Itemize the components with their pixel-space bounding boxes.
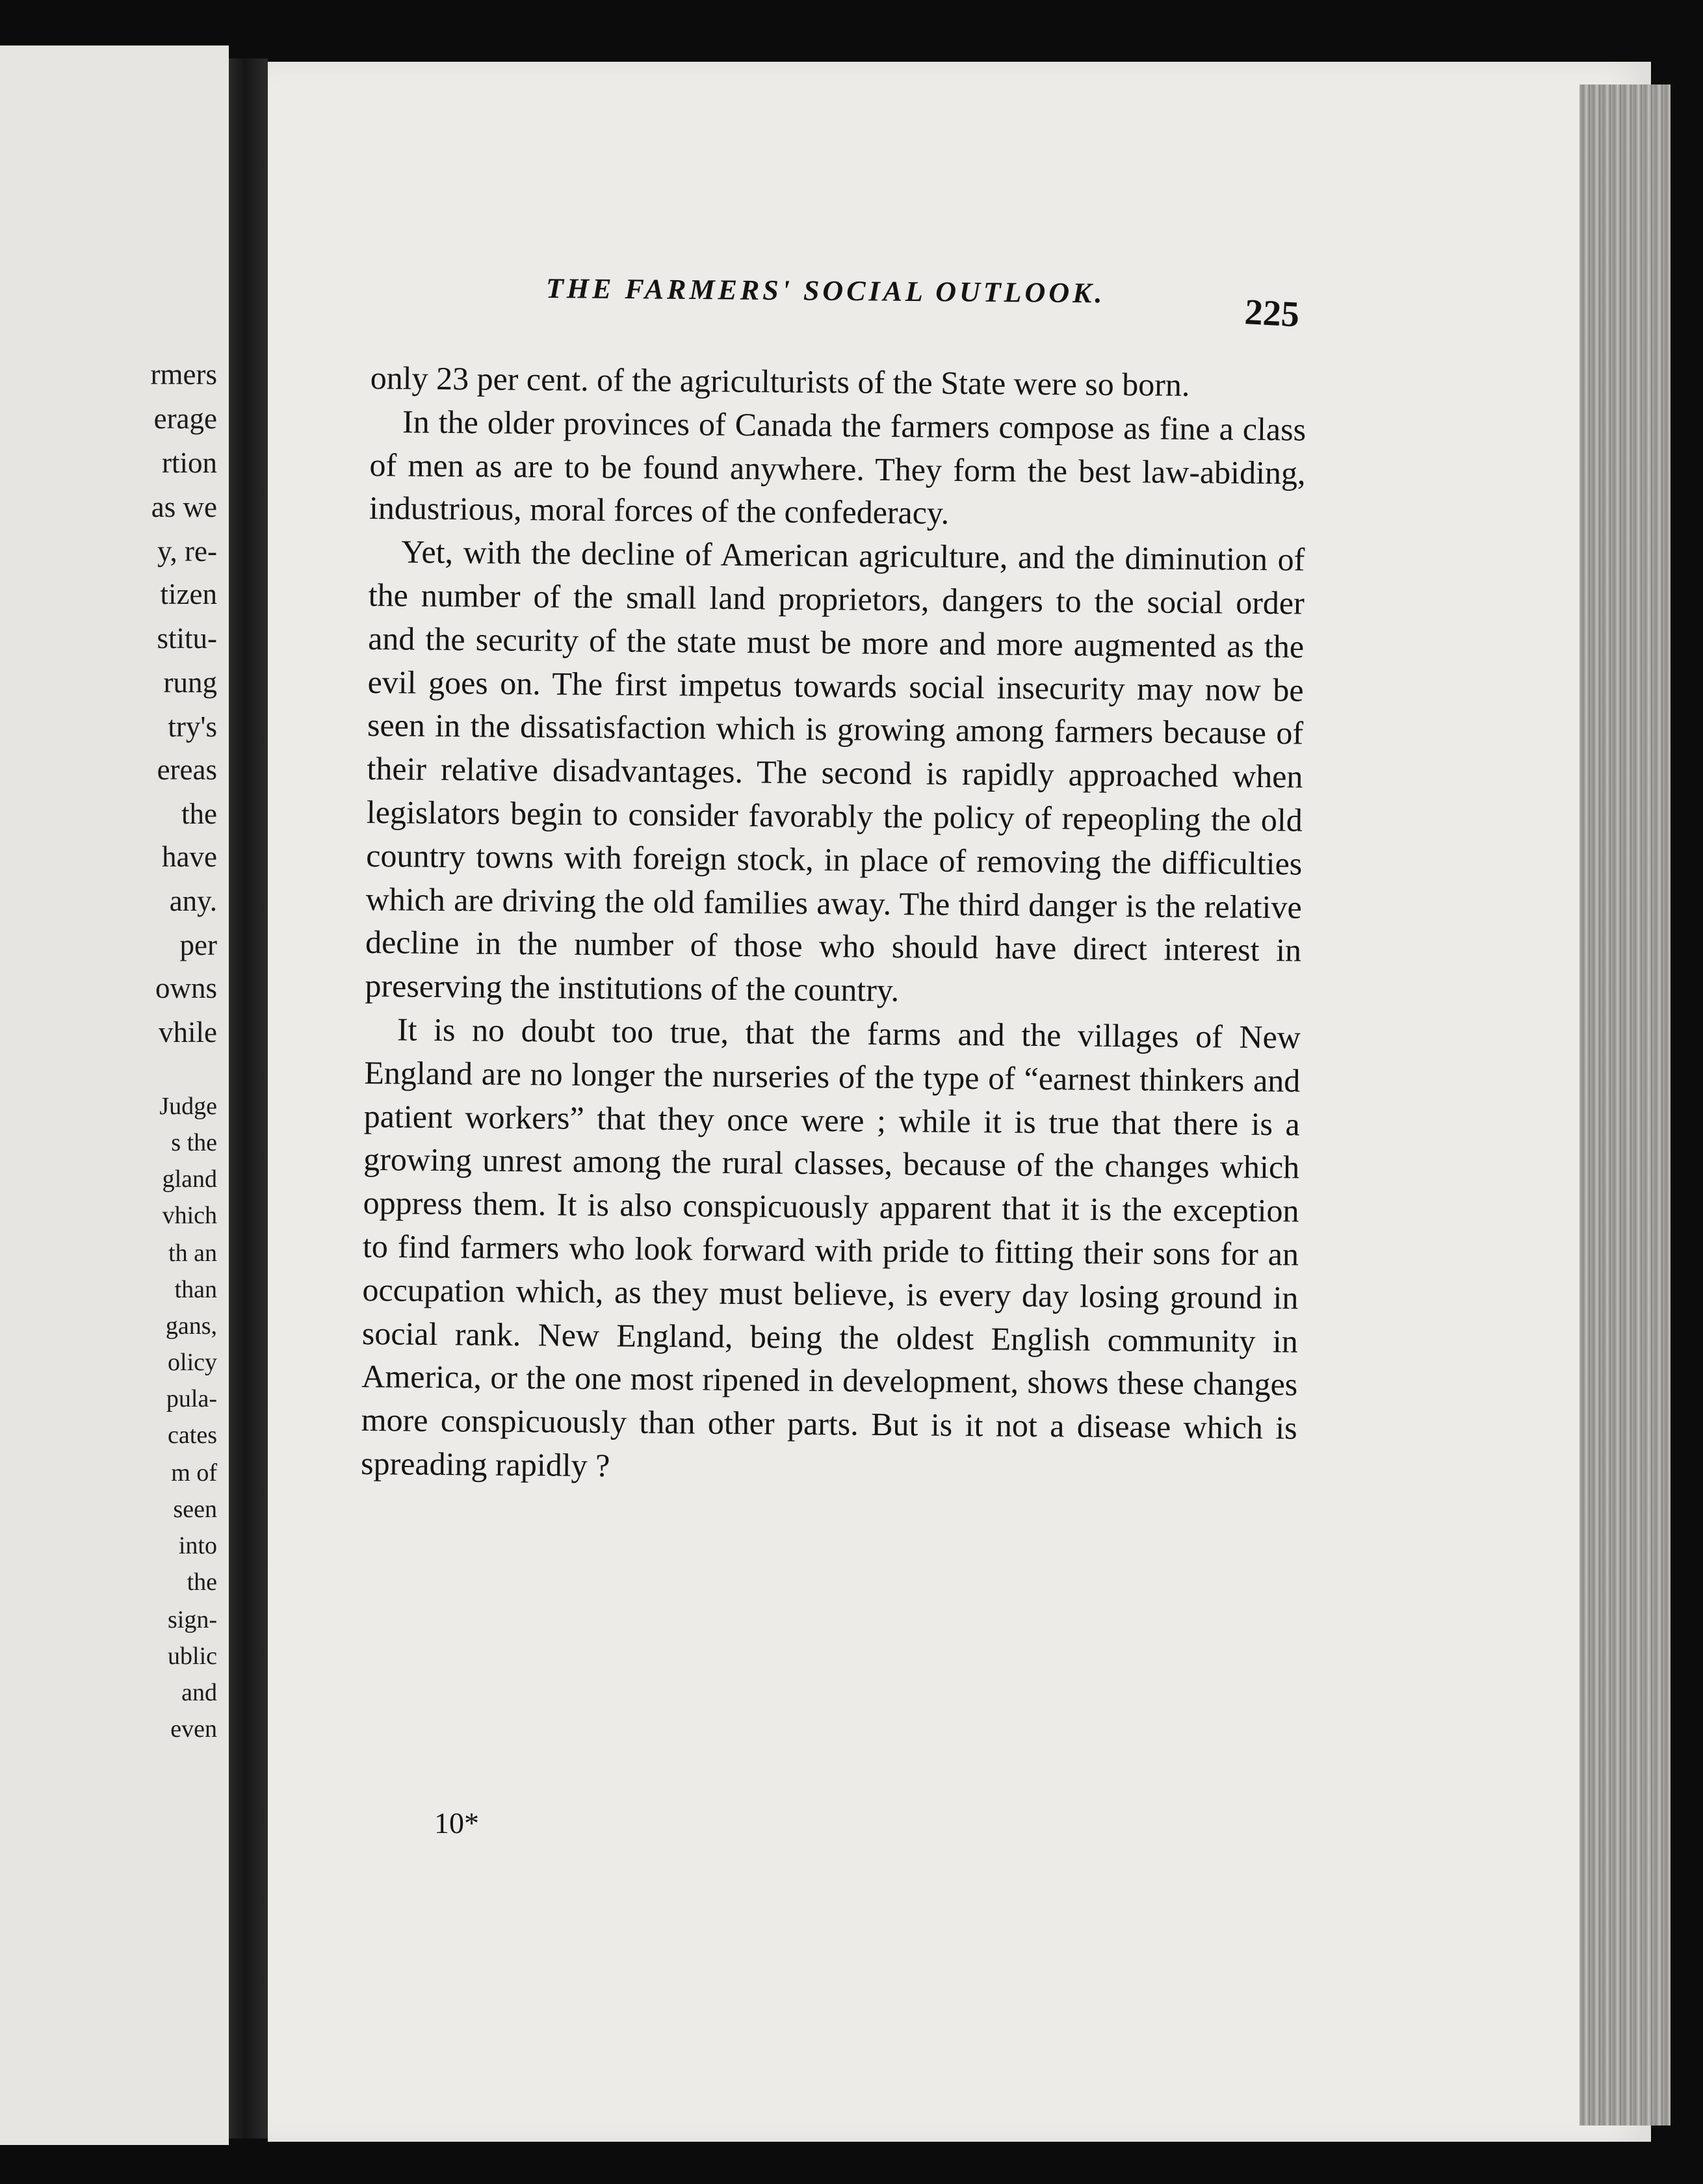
facing-page-text: any. <box>169 885 217 917</box>
facing-page-text: have <box>162 840 217 873</box>
facing-page-text: sign- <box>168 1606 217 1633</box>
paragraph: In the older provinces of Canada the farmers compose as fine a class of men as are to be found anywhere. They form the best law-abiding, industrious, moral forces of the confederacy. <box>369 403 1306 532</box>
book-gutter <box>229 58 268 2138</box>
facing-page-text: m of <box>171 1459 217 1487</box>
facing-page-text: y, re- <box>157 535 217 567</box>
facing-page-text: into <box>178 1532 217 1559</box>
facing-page-text: gans, <box>165 1312 217 1340</box>
facing-page-text: olicy <box>168 1349 217 1376</box>
facing-page-text: gland <box>162 1165 217 1193</box>
facing-page-text: Judge <box>159 1093 217 1120</box>
facing-page-text: than <box>174 1276 217 1303</box>
paragraph: It is no doubt too true, that the farms and the villages of New England are no longer the nurseries of the type of “earnest thinkers and patient workers” that they once were ; while it is true that there is a growing unrest among the rural classes, because of the changes which oppress them. It is also conspicuously apparent that it is the exception to find farmers who look forward with pride to fitting their sons for an occupation which, as they must believe, is every day losing ground in social rank. New England, being the oldest English community in America, or the one most ripened in development, shows these changes more conspicuously than other parts. But is it not a disease which is spreading rapidly ? <box>360 1011 1301 1484</box>
facing-page-text: try's <box>168 710 217 743</box>
facing-page-text: erage <box>153 402 217 435</box>
page-edges <box>1580 84 1670 2126</box>
page-number: 225 <box>1243 292 1301 335</box>
facing-page-text: s the <box>171 1129 217 1156</box>
facing-page-text: the <box>181 798 217 830</box>
facing-page-text: stitu- <box>157 622 217 655</box>
facing-page-text: per <box>179 929 217 961</box>
facing-page-text: rtion <box>162 447 217 479</box>
facing-page-text: th an <box>168 1240 217 1267</box>
facing-page-text: and <box>181 1679 217 1706</box>
facing-page-text: as we <box>151 491 217 523</box>
signature-mark: 10* <box>434 1806 479 1840</box>
running-title: THE FARMERS' SOCIAL OUTLOOK. <box>545 272 1106 309</box>
facing-page-text: vhich <box>162 1202 217 1229</box>
facing-page-text: tizen <box>160 578 217 610</box>
facing-page-text: rmers <box>150 358 217 391</box>
page-body <box>361 356 1306 1493</box>
facing-page-text: ereas <box>157 753 217 786</box>
facing-page-text: seen <box>173 1496 217 1523</box>
facing-page-text: vhile <box>159 1016 217 1048</box>
facing-page-text: owns <box>155 972 217 1004</box>
facing-page-text: cates <box>168 1422 217 1449</box>
facing-page-text: even <box>170 1715 217 1743</box>
facing-page-text: ublic <box>168 1643 217 1670</box>
facing-page-fragment <box>0 46 229 2145</box>
facing-page-text: the <box>187 1568 217 1596</box>
facing-page-text: pula- <box>166 1385 217 1412</box>
paragraph: only 23 per cent. of the agriculturists of the State were so born. <box>370 359 1190 403</box>
facing-page-text: rung <box>163 666 217 699</box>
paragraph: Yet, with the decline of American agriculture, and the diminution of the number of the small land proprietors, dangers to the social order and the security of the state must be more and more augmented as the evil goes on. The first impetus towards social insecurity may now be seen in the dissatisfaction which is growing among farmers because of their relative disadvantages. The second is rapidly approached when legislators begin to consider favorably the policy of repeopling the old country towns with foreign stock, in place of removing the difficulties which are driving the old families away. The third danger is the relative decline in the number of those who should have direct interest in preserving the institutions of the country. <box>365 533 1305 1009</box>
